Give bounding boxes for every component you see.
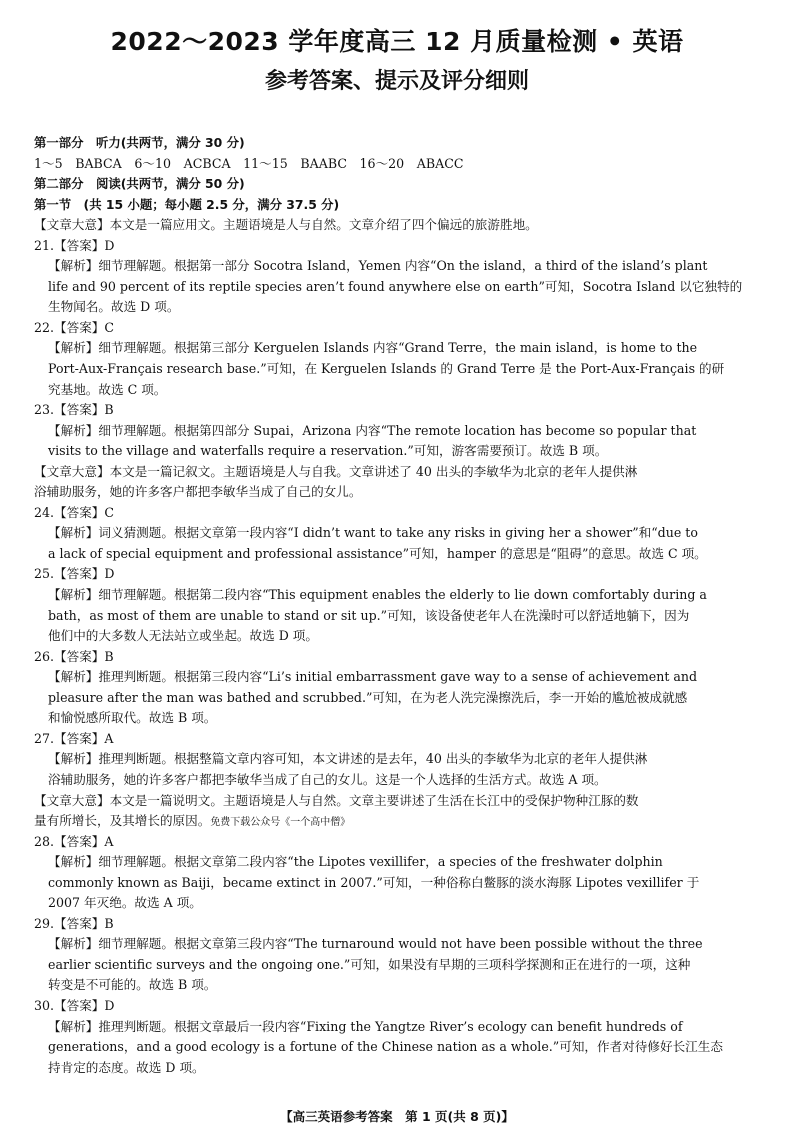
- part2-heading: 第二部分 阅读(共两节，满分 50 分): [34, 176, 245, 192]
- text-line: 【解析】细节理解题。根据第二段内容“This equipment enables the elderly to lie down comfortably during a: [48, 587, 707, 603]
- text-line: visits to the village and waterfalls require a reservation.”可知，游客需要预订。故选 B 项。: [48, 443, 608, 459]
- answer-body: [34, 133, 764, 1078]
- explanation-lines: [34, 215, 764, 1078]
- text-line: 【解析】细节理解题。根据文章第二段内容“the Lipotes vexillifer，a species of the freshwater dolphin: [48, 854, 663, 870]
- text-line: commonly known as Baiji，became extinct in 2007.”可知，一种俗称白鳖豚的淡水海豚 Lipotes vexillifer 于: [48, 874, 700, 890]
- text-line: 【解析】细节理解题。根据第三部分 Kerguelen Islands 内容“Grand Terre，the main island，is home to the: [48, 340, 698, 356]
- page-subtitle: 参考答案、提示及评分细则: [264, 69, 529, 94]
- watermark-note: 免费下载公众号《一个高中僧》: [210, 817, 351, 829]
- text-line: 量有所增长，及其增长的原因。免费下载公众号《一个高中僧》: [34, 813, 351, 829]
- text-line: 【文章大意】本文是一篇应用文。主题语境是人与自然。文章介绍了四个偏远的旅游胜地。: [34, 217, 538, 233]
- part1-answers: 1～5 BABCA 6～10 ACBCA 11～15 BAABC 16～20 ABACC: [34, 155, 464, 171]
- text-line: Port-Aux-Français research base.”可知，在 Kerguelen Islands 的 Grand Terre 是 the Port-Aux-Français 的研: [48, 361, 725, 377]
- text-line: 25.【答案】D: [34, 566, 115, 582]
- page-footer: 【高三英语参考答案 第 1 页(共 8 页)】: [280, 1109, 514, 1124]
- text-line: 2007 年灭绝。故选 A 项。: [48, 895, 202, 911]
- text-line: 浴辅助服务，她的许多客户都把李敏华当成了自己的女儿。这是一个人选择的生活方式。故选 A 项。: [48, 771, 607, 787]
- text-line: 23.【答案】B: [34, 402, 114, 418]
- text-line: 生物闻名。故选 D 项。: [48, 299, 180, 315]
- text-line: 转变是不可能的。故选 B 项。: [48, 977, 217, 993]
- text-line: 【解析】细节理解题。根据文章第三段内容“The turnaround would not have been possible without the three: [48, 936, 703, 952]
- text-line: pleasure after the man was bathed and scrubbed.”可知，在为老人洗完澡擦洗后，李一开始的尴尬被成就感: [48, 689, 688, 705]
- text-line: 30.【答案】D: [34, 997, 115, 1013]
- text-line: 究基地。故选 C 项。: [48, 381, 167, 397]
- text-line: 【文章大意】本文是一篇记叙文。主题语境是人与自我。文章讲述了 40 出头的李敏华为北京的老年人提供淋: [34, 463, 638, 479]
- text-line: 【解析】推理判断题。根据文章最后一段内容“Fixing the Yangtze River’s ecology can benefit hundreds of: [48, 1018, 683, 1034]
- page-title: 2022～2023 学年度高三 12 月质量检测 • 英语: [110, 27, 684, 56]
- text-line: generations，and a good ecology is a fortune of the Chinese nation as a whole.”可知，作者对待修好长江生态: [48, 1039, 723, 1055]
- text-line: 【解析】细节理解题。根据第一部分 Socotra Island，Yemen 内容“On the island，a third of the island’s plant: [48, 258, 708, 274]
- text-line: 【解析】细节理解题。根据第四部分 Supai，Arizona 内容“The remote location has become so popular that: [48, 422, 697, 438]
- text-line: bath，as most of them are unable to stand or sit up.”可知，该设备使老年人在洗澡时可以舒适地躺下，因为: [48, 607, 690, 623]
- text-line: 22.【答案】C: [34, 319, 115, 335]
- text-line: 持肯定的态度。故选 D 项。: [48, 1059, 205, 1075]
- text-line: 【解析】推理判断题。根据第三段内容“Li’s initial embarrassment gave way to a sense of achievement and: [48, 669, 698, 685]
- text-line: 24.【答案】C: [34, 504, 115, 520]
- text-line: 浴辅助服务，她的许多客户都把李敏华当成了自己的女儿。: [34, 484, 362, 500]
- text-line: 29.【答案】B: [34, 915, 114, 931]
- text-line: 他们中的大多数人无法站立或坐起。故选 D 项。: [48, 628, 318, 644]
- text-line: 27.【答案】A: [34, 730, 114, 746]
- text-line: 【解析】推理判断题。根据整篇文章内容可知，本文讲述的是去年，40 出头的李敏华为北京的老年人提供淋: [48, 751, 648, 767]
- text-line: life and 90 percent of its reptile species aren’t found anywhere else on earth”可知，Socotra Island 以它独特的: [48, 278, 743, 294]
- text-line: a lack of special equipment and professional assistance”可知，hamper 的意思是“阻碍”的意思。故选 C 项。: [48, 545, 707, 561]
- text-line: 28.【答案】A: [34, 833, 114, 849]
- section1-heading: 第一节 (共 15 小题；每小题 2.5 分，满分 37.5 分): [34, 196, 340, 212]
- part1-heading: 第一部分 听力(共两节，满分 30 分): [34, 135, 245, 150]
- text-line: 21.【答案】D: [34, 237, 115, 253]
- text-line: 【解析】词义猜测题。根据文章第一段内容“I didn’t want to take any risks in giving her a shower”和“due to: [48, 525, 698, 541]
- text-line: 26.【答案】B: [34, 648, 114, 664]
- text-line: 【文章大意】本文是一篇说明文。主题语境是人与自然。文章主要讲述了生活在长江中的受保护物种江豚的数: [34, 792, 639, 808]
- text-line: 和愉悦感所取代。故选 B 项。: [48, 710, 217, 726]
- text-line: earlier scientific surveys and the ongoing one.”可知，如果没有早期的三项科学探测和正在进行的一项，这种: [48, 956, 691, 972]
